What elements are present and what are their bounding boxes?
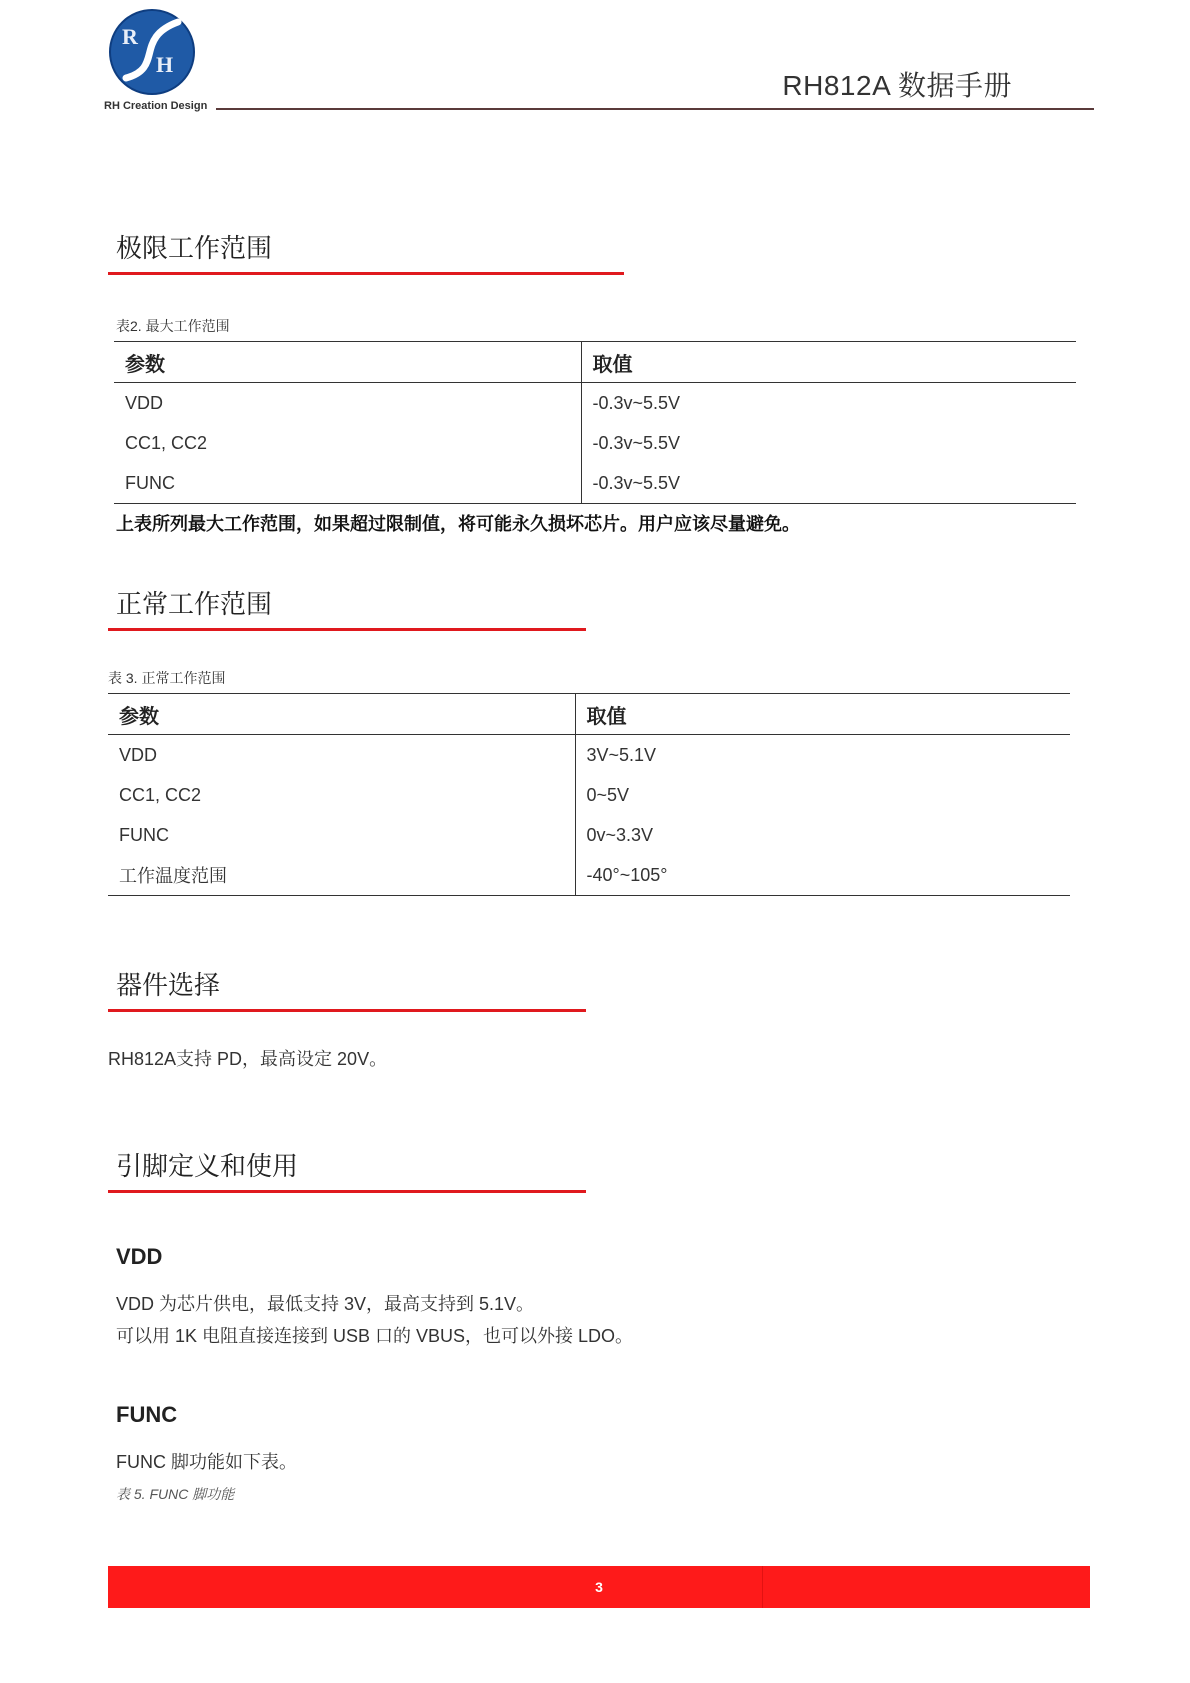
table-row [108,775,1070,815]
section-title-limit: 极限工作范围 [116,233,273,263]
section-rule-normal [108,628,586,631]
table-caption-func: 表 5. FUNC 脚功能 [116,1486,235,1502]
logo-caption: RH Creation Design [104,100,208,112]
value-cell: -0.3v~5.5V [592,432,681,453]
subsection-title-func: FUNC [116,1402,178,1427]
section-title-pins: 引脚定义和使用 [116,1151,299,1181]
column-header-param: 参数 [108,694,575,735]
svg-text:R: R [122,24,138,49]
param-cell: CC1, CC2 [114,423,581,463]
limit-warning-note: 上表所列最大工作范围，如果超过限制值，将可能永久损坏芯片。用户应该尽量避免。 [116,514,800,534]
table-row [108,815,1070,855]
document-title: RH812A 数据手册 [782,70,1012,101]
value-cell: -40°~105° [575,855,1070,896]
table-caption-normal: 表 3. 正常工作范围 [108,670,226,686]
table-header-row [114,342,1076,383]
section-title-device: 器件选择 [116,970,221,1000]
param-cell: VDD [114,383,581,424]
column-header-value: 取值 [581,342,1076,383]
param-cell: 工作温度范围 [108,855,575,896]
value-cell: 0v~3.3V [586,824,654,845]
section-rule-limit [108,272,624,275]
table-row [114,463,1076,504]
param-cell: FUNC [114,463,581,504]
section-title-normal: 正常工作范围 [116,589,273,619]
column-header-value: 取值 [575,694,1070,735]
svg-text:H: H [156,52,174,77]
section-rule-device [108,1009,586,1012]
param-cell: FUNC [108,815,575,855]
section-rule-pins [108,1190,586,1193]
normal-range-table [108,693,1070,896]
device-selection-text: RH812A支持 PD，最高设定 20V。 [108,1049,388,1069]
table-row [114,423,1076,463]
value-cell: 0~5V [586,784,630,805]
func-description: FUNC 脚功能如下表。 [116,1452,297,1472]
header-divider [216,108,1094,110]
value-cell: -0.3v~5.5V [581,463,1076,504]
subsection-title-vdd: VDD [116,1244,163,1269]
table-row [108,855,1070,896]
limit-range-table [114,341,1076,504]
table-row [114,383,1076,424]
table-caption-limit: 表2. 最大工作范围 [116,318,230,334]
vdd-description-line2: 可以用 1K 电阻直接连接到 USB 口的 VBUS，也可以外接 LDO。 [116,1326,634,1346]
table-header-row [108,694,1070,735]
page-number: 3 [595,1579,603,1595]
column-header-param: 参数 [114,342,581,383]
vdd-description-line1: VDD 为芯片供电，最低支持 3V，最高支持到 5.1V。 [116,1294,535,1314]
param-cell: CC1, CC2 [108,775,575,815]
table-row [108,735,1070,776]
company-logo [104,8,200,98]
value-cell: 3V~5.1V [586,744,657,765]
value-cell: -0.3v~5.5V [592,392,681,413]
param-cell: VDD [108,735,575,776]
